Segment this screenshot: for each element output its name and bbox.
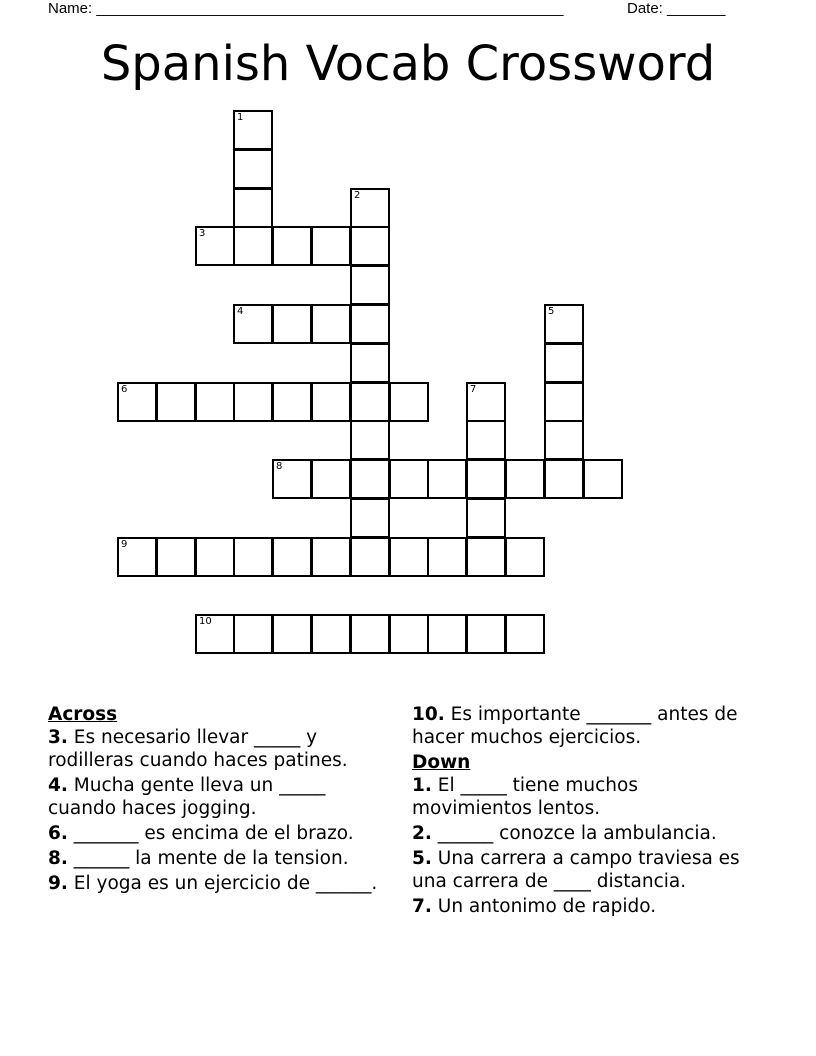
grid-cell[interactable] <box>156 537 196 577</box>
grid-cell[interactable] <box>466 537 506 577</box>
cell-number: 2 <box>354 190 361 201</box>
clue-across-6 <box>48 822 388 845</box>
clue-text: Un antonimo de rapido. <box>431 896 657 917</box>
cell-number: 6 <box>121 384 128 395</box>
grid-cell[interactable] <box>466 498 506 538</box>
grid-cell[interactable] <box>350 498 390 538</box>
clue-text: Es importante _______ antes de hacer muchos ejercicios. <box>412 704 738 748</box>
grid-cell[interactable] <box>272 382 312 422</box>
grid-cell[interactable] <box>272 537 312 577</box>
grid-cell[interactable] <box>350 304 390 344</box>
grid-cell[interactable] <box>350 226 390 266</box>
grid-cell[interactable] <box>544 420 584 460</box>
page-title: Spanish Vocab Crossword <box>100 36 716 92</box>
down-heading: Down <box>412 752 471 773</box>
clue-number: 5. <box>412 848 432 869</box>
cell-number: 10 <box>199 616 212 627</box>
clue-down-2 <box>412 822 752 845</box>
clue-text: El yoga es un ejercicio de ______. <box>67 873 378 894</box>
grid-cell[interactable] <box>350 614 390 654</box>
grid-cell[interactable] <box>466 382 506 422</box>
grid-cell[interactable] <box>427 537 467 577</box>
clue-across-3 <box>48 726 388 772</box>
clue-text: Una carrera a campo traviesa es una carrera de ____ distancia. <box>412 848 740 892</box>
grid-cell[interactable] <box>156 382 196 422</box>
grid-cell[interactable] <box>117 537 157 577</box>
grid-cell[interactable] <box>272 304 312 344</box>
grid-cell[interactable] <box>583 459 623 499</box>
clue-number: 1. <box>412 775 432 796</box>
grid-cell[interactable] <box>350 382 390 422</box>
cell-number: 9 <box>121 539 128 550</box>
grid-cell[interactable] <box>195 226 235 266</box>
grid-cell[interactable] <box>311 537 351 577</box>
grid-cell[interactable] <box>389 537 429 577</box>
grid-cell[interactable] <box>350 420 390 460</box>
grid-cell[interactable] <box>466 459 506 499</box>
grid-cell[interactable] <box>505 459 545 499</box>
date-field-label: Date: _______ <box>627 0 726 17</box>
clue-text: El _____ tiene muchos movimientos lentos. <box>412 775 638 819</box>
grid-cell[interactable] <box>233 537 273 577</box>
grid-cell[interactable] <box>195 614 235 654</box>
grid-cell[interactable] <box>311 614 351 654</box>
grid-cell[interactable] <box>233 614 273 654</box>
grid-cell[interactable] <box>505 537 545 577</box>
name-field-label: Name: ________________________________________________________ <box>48 0 564 17</box>
grid-cell[interactable] <box>195 537 235 577</box>
grid-cell[interactable] <box>311 382 351 422</box>
grid-cell[interactable] <box>233 110 273 150</box>
across-heading: Across <box>48 704 118 725</box>
clue-down-7 <box>412 895 752 918</box>
cell-number: 7 <box>470 384 477 395</box>
clue-text: ______ la mente de la tension. <box>67 848 349 869</box>
grid-cell[interactable] <box>117 382 157 422</box>
grid-cell[interactable] <box>389 382 429 422</box>
grid-cell[interactable] <box>272 614 312 654</box>
grid-cell[interactable] <box>272 459 312 499</box>
cell-number: 3 <box>199 228 206 239</box>
clue-number: 9. <box>48 873 68 894</box>
clue-number: 2. <box>412 823 432 844</box>
clue-text: ______ conozce la ambulancia. <box>431 823 717 844</box>
grid-cell[interactable] <box>311 226 351 266</box>
grid-cell[interactable] <box>350 459 390 499</box>
grid-cell[interactable] <box>195 382 235 422</box>
clue-across-8 <box>48 847 388 870</box>
grid-cell[interactable] <box>389 614 429 654</box>
clue-across-4 <box>48 774 388 820</box>
clue-number: 4. <box>48 775 68 796</box>
grid-cell[interactable] <box>233 149 273 189</box>
grid-cell[interactable] <box>350 265 390 305</box>
grid-cell[interactable] <box>389 459 429 499</box>
clue-text: Mucha gente lleva un _____ cuando haces jogging. <box>48 775 326 819</box>
clue-text: Es necesario llevar _____ y rodilleras cuando haces patines. <box>48 727 348 771</box>
clues-right-column <box>412 703 752 920</box>
clue-number: 7. <box>412 896 432 917</box>
grid-cell[interactable] <box>350 188 390 228</box>
clue-across-10 <box>412 703 752 749</box>
clue-number: 10. <box>412 704 445 725</box>
cell-number: 4 <box>237 306 244 317</box>
clue-across-9 <box>48 872 388 895</box>
grid-cell[interactable] <box>350 537 390 577</box>
grid-cell[interactable] <box>350 343 390 383</box>
cell-number: 5 <box>548 306 555 317</box>
grid-cell[interactable] <box>505 614 545 654</box>
clue-number: 8. <box>48 848 68 869</box>
grid-cell[interactable] <box>311 304 351 344</box>
grid-cell[interactable] <box>544 343 584 383</box>
clue-number: 3. <box>48 727 68 748</box>
cell-number: 8 <box>276 461 283 472</box>
grid-cell[interactable] <box>427 614 467 654</box>
grid-cell[interactable] <box>544 304 584 344</box>
grid-cell[interactable] <box>427 459 467 499</box>
clue-down-5 <box>412 847 752 893</box>
grid-cell[interactable] <box>466 614 506 654</box>
grid-cell[interactable] <box>544 459 584 499</box>
grid-cell[interactable] <box>466 420 506 460</box>
clue-text: _______ es encima de el brazo. <box>67 823 354 844</box>
grid-cell[interactable] <box>233 226 273 266</box>
cell-number: 1 <box>237 112 244 123</box>
clues-left-column <box>48 703 388 897</box>
grid-cell[interactable] <box>233 188 273 228</box>
grid-cell[interactable] <box>311 459 351 499</box>
clue-number: 6. <box>48 823 68 844</box>
grid-cell[interactable] <box>272 226 312 266</box>
grid-cell[interactable] <box>544 382 584 422</box>
grid-cell[interactable] <box>233 304 273 344</box>
clue-down-1 <box>412 774 752 820</box>
grid-cell[interactable] <box>233 382 273 422</box>
